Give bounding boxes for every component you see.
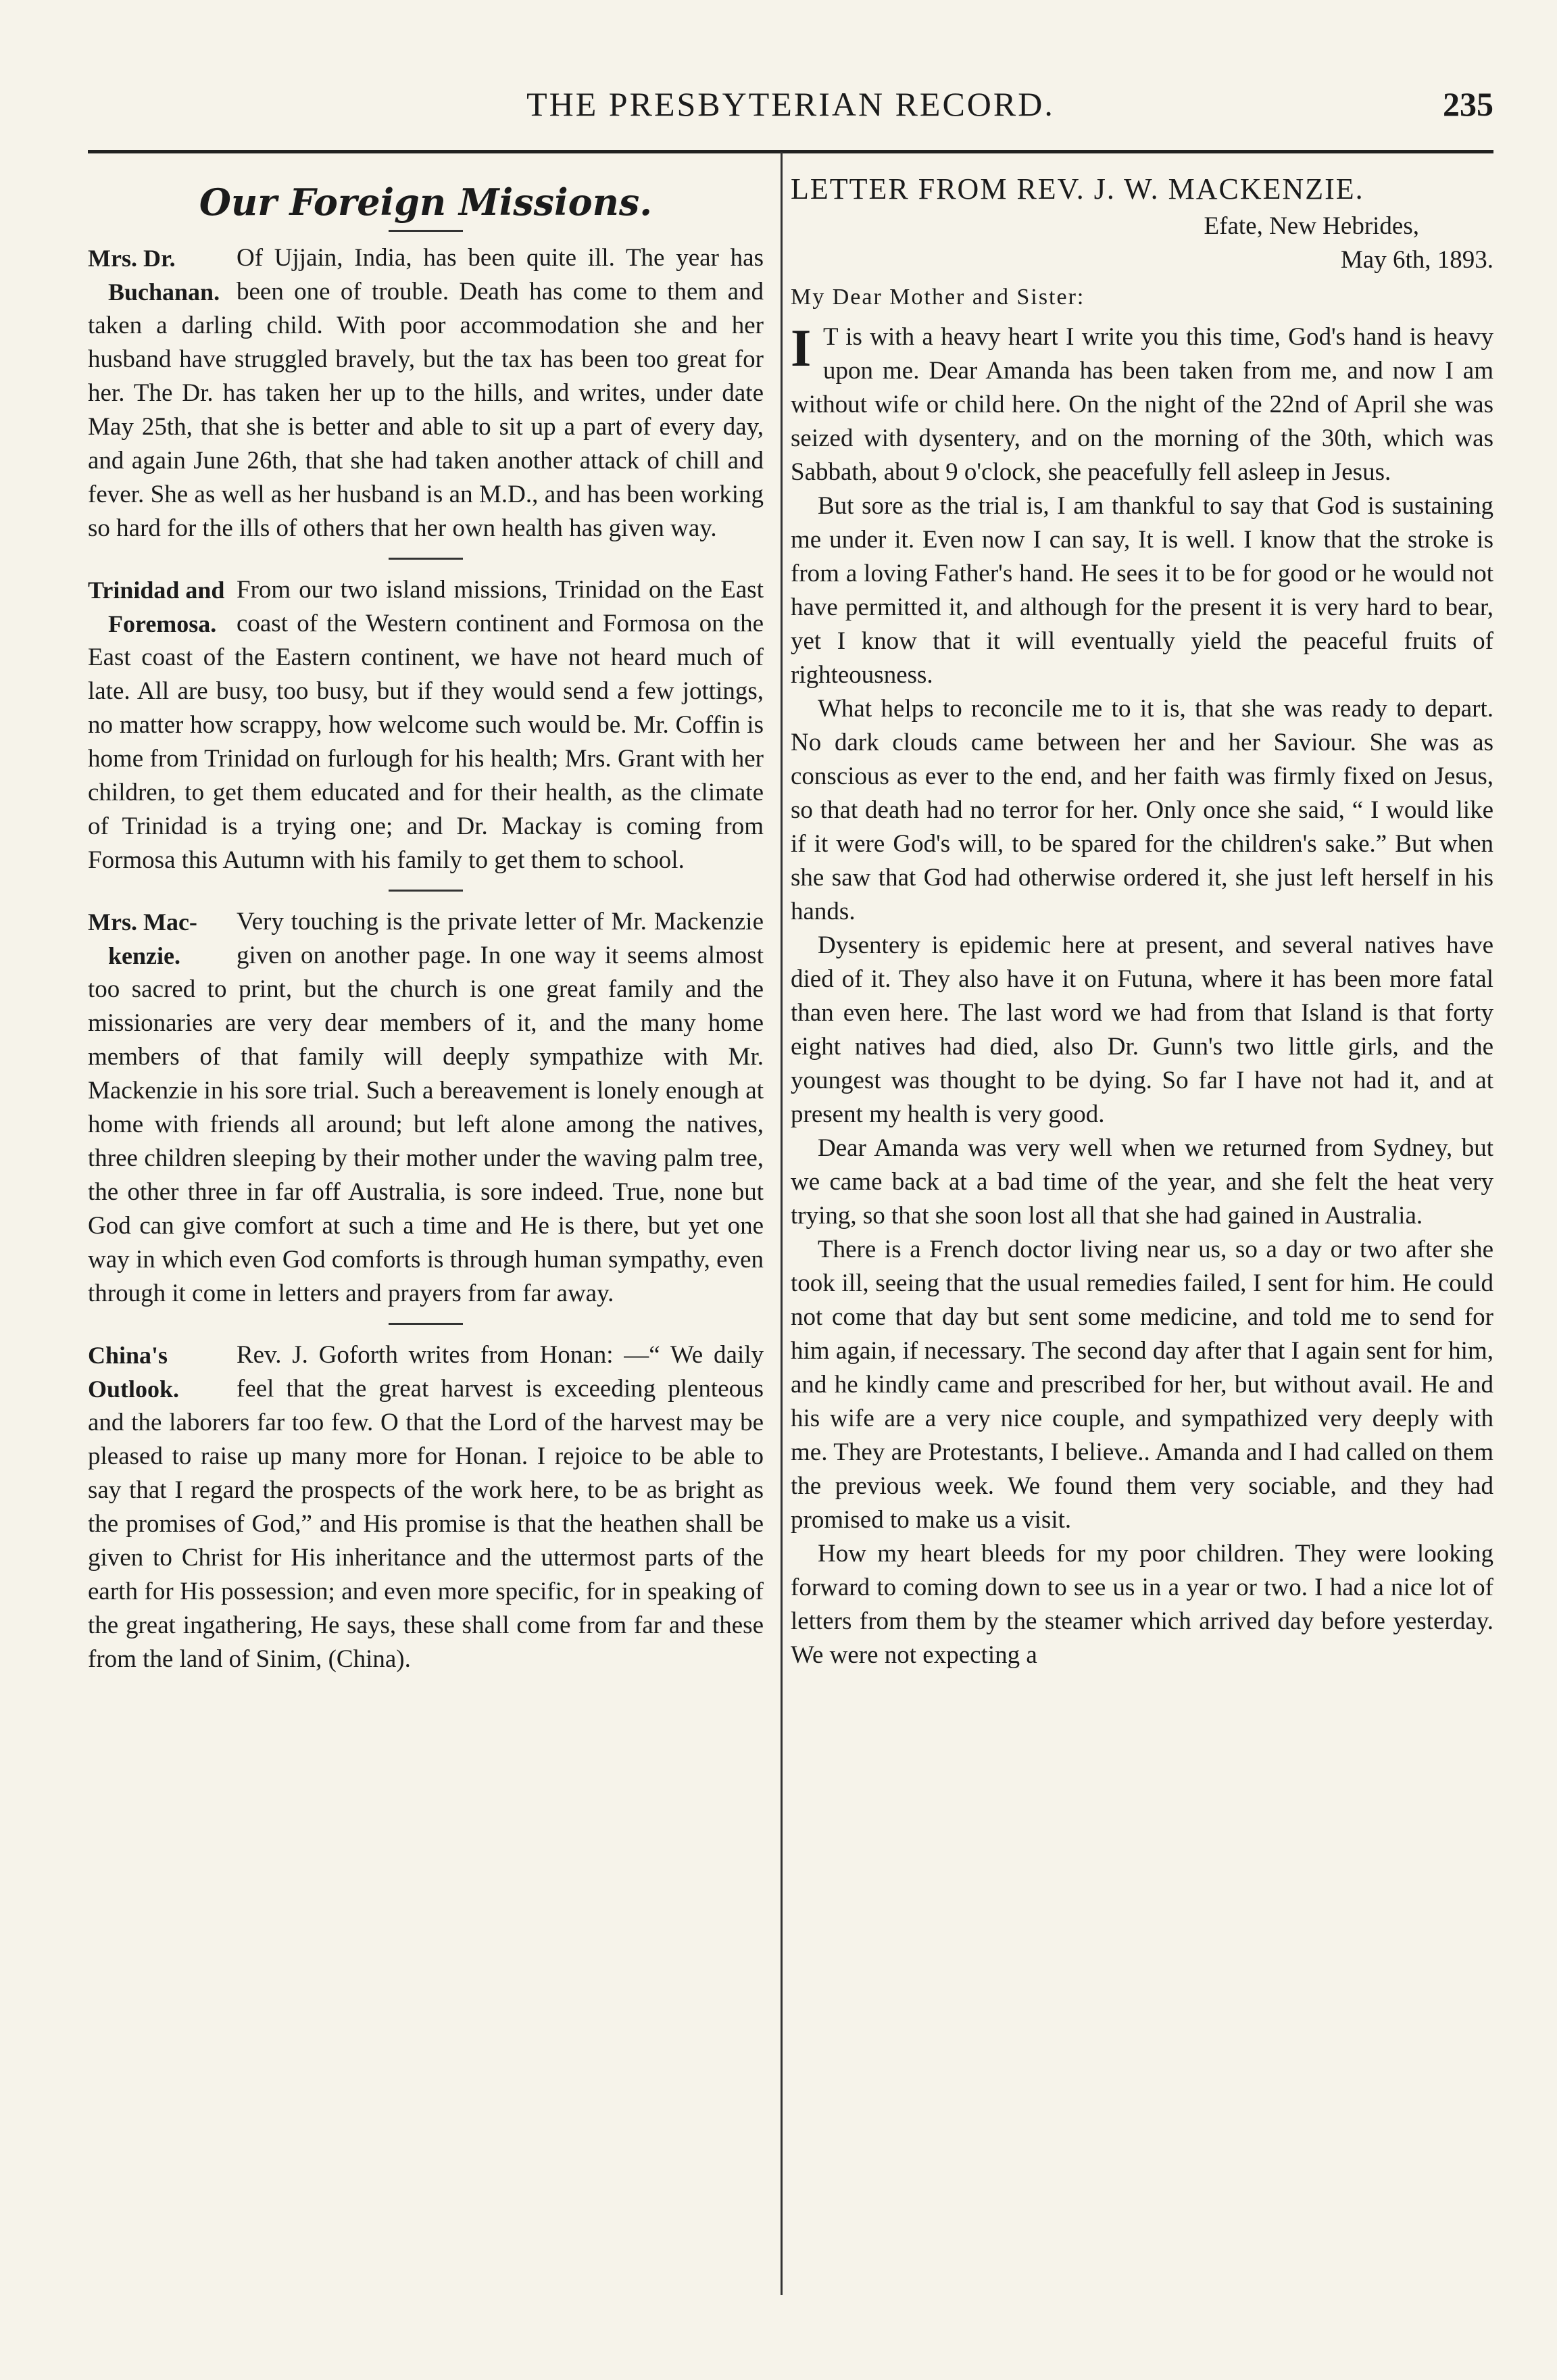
item-text: Very touching is the private letter of Mr. Mackenzie given on another page. In one way it seems almost too sacred to print, but the church is one great family and the missionaries are very dear members of it, and the many home members of that family will deeply sympathize with Mr. Mackenzie in his sore trial. Such a bereavement is lonely enough at home with friends all around; but left alone among the natives, three children sleeping by their mother under the waving palm tree, the other three in far off Australia, is sore indeed. True, none but God can give comfort at such a time and He is there, but yet one way in which even God comforts is through human sympathy, even through it come in letters and prayers from far away. (88, 908, 764, 1307)
sidehead-line: Buchanan. (108, 278, 220, 306)
letter-paragraph: What helps to reconcile me to it is, that she was ready to depart. No dark clouds came between her and her Saviour. She was as conscious as ever to the end, and her faith was firmly fixed on Jesus, so that death had no terror for her. Only once she said, “ I would like if it were God's will, to be spared for the children's sake.” But when she saw that God had otherwise ordered it, she just left herself in his hands. (791, 695, 1493, 925)
letter-paragraph: There is a French doctor living near us, so a day or two after she took ill, seeing that the usual remedies failed, I sent for him. He could not come that day but sent some medicine, and told me to send for him again, if necessary. The second day after that I again sent for him, and he kindly came and prescribed for her, but without avail. He and his wife are a very nice couple, and sympathized very deeply with me. They are Protestants, I believe.. Amanda and I had called on them the previous week. We found them very sociable, and they had promised to make us a visit. (791, 1236, 1493, 1534)
item-text: From our two island missions, Trinidad on the East coast of the Western continent and Formosa on the East coast of the Eastern continent, we have not heard much of late. All are busy, too busy, but if they would send a few jottings, no matter how scrappy, how welcome such would be. Mr. Coffin is home from Trinidad on furlough for his health; Mrs. Grant with her children, to get them educated and for their health, as the climate of Trinidad is a trying one; and Dr. Mackay is coming from Formosa this Autumn with his family to get them to school. (88, 576, 764, 874)
news-item-buchanan (88, 241, 764, 545)
header-rule (88, 150, 1493, 153)
page-number: 235 (1443, 85, 1493, 123)
letter-salutation: My Dear Mother and Sister: (791, 285, 1085, 310)
news-item-china (88, 1338, 764, 1676)
letter-paragraph: Dear Amanda was very well when we returned from Sydney, but we came back at a bad time of the year, and she felt the heat very trying, so that she soon lost all that she had gained in Australia. (791, 1134, 1493, 1230)
right-column (791, 169, 1493, 1672)
letter-paragraph (791, 320, 1493, 489)
letter-dateline (791, 210, 1493, 277)
item-rule (389, 558, 463, 560)
item-sidehead (88, 241, 230, 309)
item-text: Rev. J. Goforth writes from Honan: —“ We daily feel that the great harvest is exceeding plenteous and the laborers far too few. O that the Lord of the harvest may be pleased to raise up many more for Honan. I rejoice to be able to say that I regard the prospects of the work here, to be as bright as the promises of God,” and His promise is that the heathen shall be given to Christ for His inheritance and the uttermost parts of the earth for His possession; and even more specific, for in speaking of the great ingathering, He says, these shall come from far and these from the land of Sinim, (China). (88, 1341, 764, 1673)
news-item-trinidad-formosa (88, 573, 764, 877)
letter-paragraph: But sore as the trial is, I am thankful to say that God is sustaining me under it. Even now I can say, It is well. I know that the stroke is from a loving Father's hand. He sees it to be for good or he would not have permitted it, and although for the present it is very hard to bear, yet I know that it will eventually yield the peaceful fruits of righteousness. (791, 492, 1493, 689)
letter-title: LETTER FROM REV. J. W. MACKENZIE. (791, 172, 1364, 205)
item-rule (389, 890, 463, 892)
item-sidehead (88, 1338, 230, 1406)
publication-title: THE PRESBYTERIAN RECORD. (526, 85, 1055, 123)
item-text: Of Ujjain, India, has been quite ill. The year has been one of trouble. Death has come to them and taken a darling child. With poor accommodation she and her husband have struggled bravely, but the tax has been too great for her. The Dr. has taken her up to the hills, and writes, under date May 25th, that she is better and able to sit up a part of every day, and again June 26th, that she had taken another attack of chill and fever. She as well as her husband is an M.D., and has been working so hard for the ills of others that her own health has given way. (88, 244, 764, 542)
letter-date: May 6th, 1893. (1340, 246, 1493, 274)
letter-paragraph: How my heart bleeds for my poor children. They were looking forward to coming down to see us in a year or two. I had a nice lot of letters from them by the steamer which arrived day before yesterday. We were not expecting a (791, 1540, 1493, 1669)
section-title: Our Foreign Missions. (199, 180, 653, 224)
sidehead-line: Foremosa. (108, 610, 217, 637)
title-rule (389, 230, 463, 232)
letter-paragraph: Dysentery is epidemic here at present, and several natives have died of it. They also have it on Futuna, where it has been more fatal than even here. The last word we had from that Island is that forty eight natives had died, also Dr. Gunn's two little girls, and the youngest was thought to be dying. So far I have not had it, and at present my health is very good. (791, 931, 1493, 1128)
running-head (88, 84, 1493, 139)
left-column (88, 169, 764, 1676)
letter-paragraph-text: T is with a heavy heart I write you this time, God's hand is heavy upon me. Dear Amanda has been taken from me, and now I am without wife or child here. On the night of the 22nd of April she was seized with dysentery, and on the morning of the 30th, which was Sabbath, about 9 o'clock, she peacefully fell asleep in Jesus. (791, 323, 1493, 486)
sidehead-line: China's (88, 1342, 168, 1369)
sidehead-line: Mrs. Dr. (88, 245, 176, 272)
column-divider (781, 152, 783, 2295)
sidehead-line: Trinidad and (88, 577, 225, 604)
sidehead-line: Outlook. (88, 1376, 180, 1403)
item-sidehead (88, 573, 230, 641)
drop-cap: I (791, 318, 812, 377)
news-item-mackenzie (88, 905, 764, 1311)
item-sidehead (88, 905, 230, 973)
sidehead-line: Mrs. Mac- (88, 908, 197, 936)
item-rule (389, 1323, 463, 1325)
letter-place: Efate, New Hebrides, (1204, 212, 1419, 240)
sidehead-line: kenzie. (108, 942, 180, 969)
